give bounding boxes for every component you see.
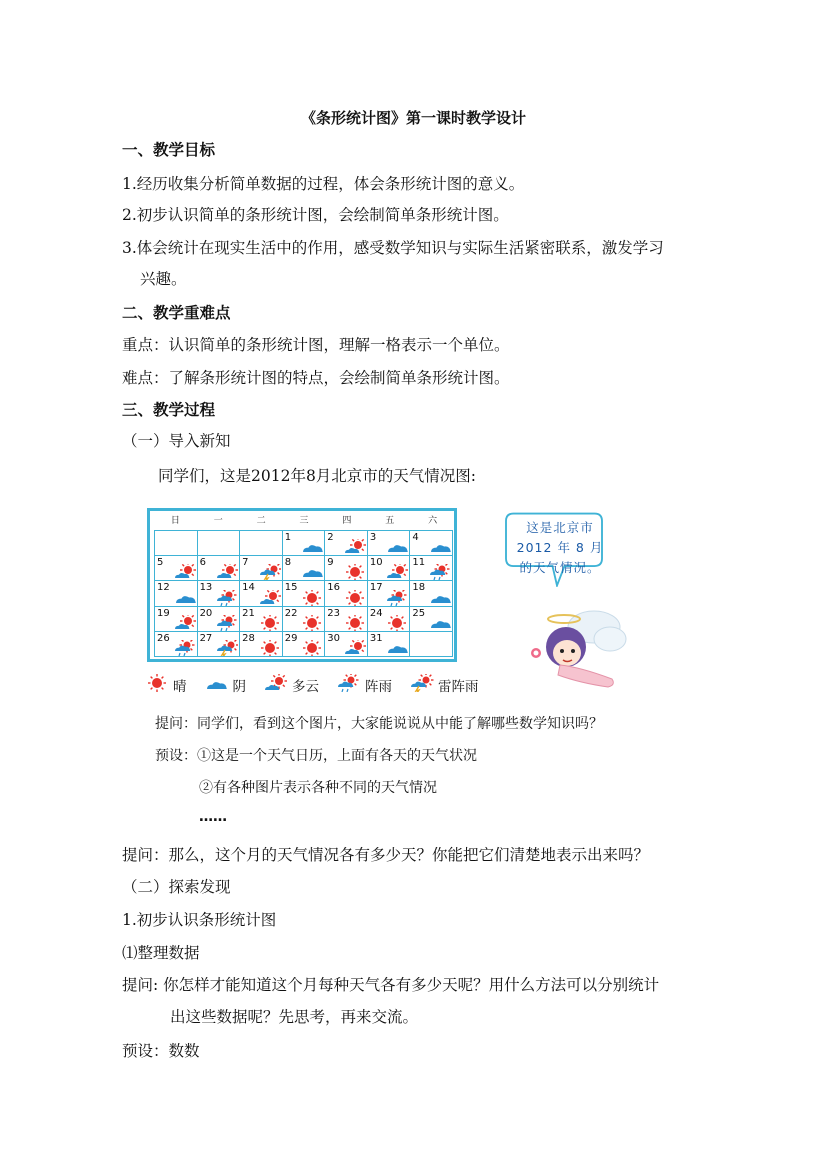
- day-number: 21: [242, 607, 255, 619]
- question-3-cont: 出这些数据呢？先思考，再来交流。: [170, 1008, 419, 1026]
- legend-label: 阵雨: [365, 679, 392, 695]
- day-number: 12: [157, 582, 170, 594]
- part-1-heading: （一）导入新知: [122, 432, 231, 450]
- calendar-day-cell: [198, 531, 241, 556]
- calendar-day-cell: [198, 581, 241, 606]
- weekday-label: 三: [299, 516, 309, 526]
- calendar-day-cell: [410, 581, 453, 606]
- day-number: 13: [199, 582, 213, 594]
- calendar-day-cell: [283, 581, 326, 606]
- legend-item-cloudy: [205, 674, 247, 696]
- step-1-heading: 1.初步认识条形统计图: [122, 911, 277, 929]
- day-number: 5: [157, 557, 164, 569]
- question-2: 提问：那么，这个月的天气情况各有多少天？你能把它们清楚地表示出来吗？: [122, 846, 650, 864]
- calendar-day-cell: [155, 632, 198, 657]
- calendar-day-cell: [283, 556, 326, 581]
- day-number: 29: [284, 632, 298, 644]
- question-3: 提问: 你怎样才能知道这个月每种天气各有多少天呢？用什么方法可以分别统计: [122, 976, 660, 994]
- day-number: 4: [412, 532, 419, 543]
- day-number: 14: [242, 582, 255, 594]
- day-number: 8: [284, 557, 292, 569]
- calendar-day-cell: [325, 531, 368, 556]
- sunny-legend-icon: [145, 674, 169, 696]
- calendar-day-cell: [410, 531, 453, 556]
- day-number: 22: [284, 607, 298, 619]
- day-number: 6: [199, 557, 206, 569]
- angel-girl-illustration: [520, 605, 630, 695]
- legend-label: 雷阵雨: [438, 679, 479, 695]
- calendar-day-cell: [325, 607, 368, 632]
- weekday-label: 四: [342, 516, 352, 526]
- calendar-day-cell: [325, 581, 368, 606]
- weekday-label: 日: [170, 516, 180, 526]
- calendar-day-cell: [155, 581, 198, 606]
- day-number: 24: [369, 607, 383, 619]
- bubble-line-3: 的天气情况。: [519, 560, 601, 575]
- legend-item-partly: [264, 674, 319, 696]
- day-number: 27: [199, 632, 213, 644]
- calendar-day-cell: [410, 607, 453, 632]
- day-number: 20: [199, 607, 213, 619]
- calendar-day-cell: [325, 556, 368, 581]
- question-1: 提问：同学们，看到这个图片，大家能说说从中能了解哪些数学知识吗？: [155, 716, 603, 732]
- day-number: 31: [369, 632, 383, 644]
- key-point: 重点：认识简单的条形统计图，理解一格表示一个单位。: [122, 336, 510, 354]
- day-number: 3: [369, 532, 377, 543]
- preset-2: ②有各种图片表示各种不同的天气情况: [199, 780, 437, 796]
- day-number: 15: [284, 582, 298, 594]
- weekday-label: 二: [256, 516, 266, 526]
- part-2-heading: （二）探索发现: [122, 878, 231, 896]
- preset-4: 预设：数数: [122, 1042, 200, 1060]
- calendar-day-cell: [410, 632, 453, 657]
- difficult-point: 难点：了解条形统计图的特点，会绘制简单条形统计图。: [122, 369, 510, 387]
- calendar-day-cell: [368, 632, 411, 657]
- day-number: 17: [369, 582, 383, 594]
- day-number: 19: [157, 607, 170, 619]
- section-3-heading: 三、教学过程: [122, 401, 216, 419]
- calendar-day-cell: [198, 607, 241, 632]
- calendar-day-cell: [155, 531, 198, 556]
- bubble-line-1: 这是北京市: [526, 520, 594, 535]
- thunder-legend-icon: [410, 674, 434, 696]
- legend-label: 多云: [292, 679, 319, 695]
- day-number: 16: [327, 582, 341, 594]
- day-number: 11: [412, 557, 426, 569]
- calendar-day-cell: [155, 556, 198, 581]
- day-number: 25: [412, 607, 426, 619]
- calendar-grid: [154, 530, 453, 657]
- calendar-day-cell: [410, 556, 453, 581]
- calendar-weekday-header: [154, 514, 454, 528]
- weekday-label: 五: [385, 516, 395, 526]
- intro-text: 同学们，这是2012年8月北京市的天气情况图:: [158, 467, 477, 485]
- calendar-day-cell: [283, 531, 326, 556]
- calendar-day-cell: [283, 607, 326, 632]
- day-number: 23: [327, 607, 341, 619]
- objective-1: 1.经历收集分析简单数据的过程，体会条形统计图的意义。: [122, 175, 525, 193]
- partly-legend-icon: [264, 674, 288, 696]
- weekday-label: 一: [213, 516, 223, 526]
- cloudy-legend-icon: [205, 674, 229, 696]
- calendar-day-cell: [155, 607, 198, 632]
- step-1a-heading: ⑴整理数据: [122, 944, 200, 962]
- day-number: 1: [284, 532, 292, 543]
- day-number: 7: [242, 557, 249, 569]
- calendar-day-cell: [368, 556, 411, 581]
- calendar-day-cell: [368, 531, 411, 556]
- weekday-label: 六: [428, 516, 438, 526]
- calendar-day-cell: [368, 607, 411, 632]
- document-title: 《条形统计图》第一课时教学设计: [300, 109, 526, 127]
- day-number: 18: [412, 582, 426, 594]
- objective-3: 3.体会统计在现实生活中的作用，感受数学知识与实际生活紧密联系，激发学习: [122, 239, 664, 257]
- shower-legend-icon: [337, 674, 361, 696]
- bubble-line-2: 2012 年 8 月: [516, 540, 604, 555]
- day-number: 2: [327, 532, 334, 543]
- day-number: 26: [157, 632, 170, 644]
- calendar-day-cell: [198, 632, 241, 657]
- objective-3-cont: 兴趣。: [140, 270, 187, 288]
- legend-label: 阴: [232, 679, 246, 695]
- objective-2: 2.初步认识简单的条形统计图，会绘制简单条形统计图。: [122, 206, 509, 224]
- calendar-day-cell: [198, 556, 241, 581]
- calendar-day-cell: [368, 581, 411, 606]
- weather-calendar: [147, 508, 457, 662]
- legend-item-sunny: [145, 674, 187, 696]
- calendar-day-cell: [325, 632, 368, 657]
- calendar-day-cell: [240, 581, 283, 606]
- preset-ellipsis: ……: [199, 809, 227, 825]
- calendar-day-cell: [240, 632, 283, 657]
- section-1-heading: 一、教学目标: [122, 141, 216, 159]
- day-number: 28: [242, 632, 255, 644]
- calendar-day-cell: [240, 556, 283, 581]
- section-2-heading: 二、教学重难点: [122, 304, 231, 322]
- day-number: 30: [327, 632, 341, 644]
- day-number: 9: [327, 557, 334, 569]
- calendar-day-cell: [240, 607, 283, 632]
- weather-legend: [145, 673, 497, 697]
- calendar-day-cell: [240, 531, 283, 556]
- preset-1: 预设：①这是一个天气日历，上面有各天的天气状况: [155, 748, 477, 764]
- day-number: 10: [369, 557, 383, 569]
- legend-item-shower: [337, 674, 392, 696]
- legend-item-thunder: [410, 674, 479, 696]
- legend-label: 晴: [173, 679, 187, 695]
- calendar-day-cell: [283, 632, 326, 657]
